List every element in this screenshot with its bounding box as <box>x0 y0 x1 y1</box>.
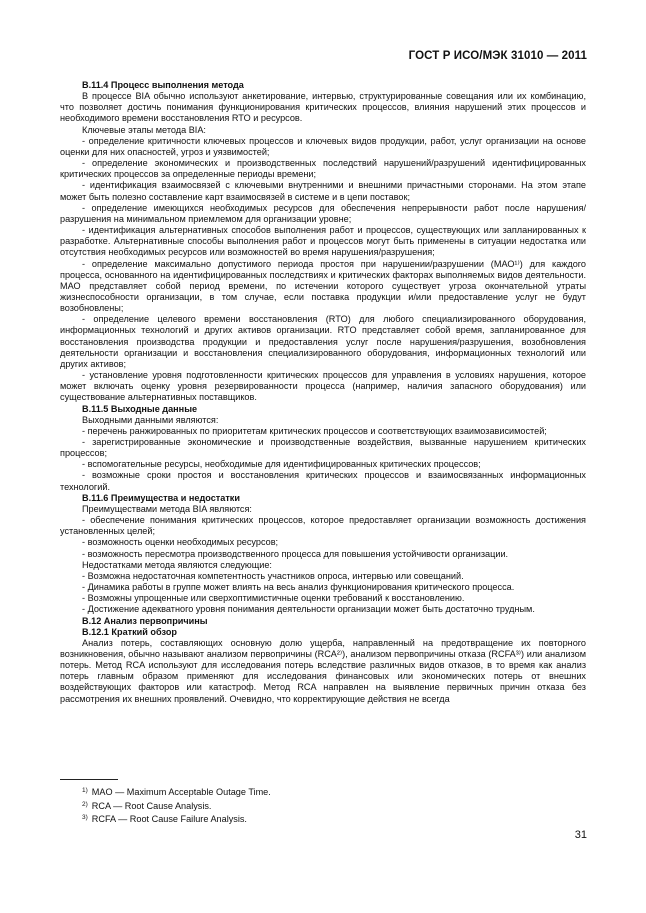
footnotes <box>82 785 271 826</box>
section-heading: B.11.6 Преимущества и недостатки <box>82 492 240 503</box>
footnote <box>82 799 271 813</box>
paragraph: - обеспечение понимания критических процессов, которое предоставляет организации возможность достижения установленных целей; <box>60 515 586 537</box>
paragraph: Преимуществами метода BIA являются: <box>82 503 252 514</box>
paragraph: - идентификация альтернативных способов выполнения работ и процессов, существующих или запланированных к разработке. Альтернативные способы выполнения работ и процессов могут быть применены в ситуации недостатка или отсутствия необходимых ресурсов или возможностей во время нарушения/разрушения; <box>60 225 586 258</box>
footnote-text: MAO — Maximum Acceptable Outage Time. <box>91 787 271 797</box>
paragraph: Ключевые этапы метода BIA: <box>82 124 206 135</box>
paragraph: - идентификация взаимосвязей с ключевыми внутренними и внешними причастными сторонами. На этом этапе может быть полезно составление карт взаимосвязей в системе и в цепи поставок; <box>60 180 586 202</box>
paragraph: - возможность пересмотра производственного процесса для повышения устойчивости организации. <box>82 548 509 559</box>
paragraph: - возможные сроки простоя и восстановления критических процессов и взаимосвязанных информационных технологий. <box>60 470 586 492</box>
paragraph: Анализ потерь, составляющих основную долю ущерба, направленный на предотвращение их повторного возникновения, обычно называют анализом первопричины (RCA²⁾), анализом первопричины отказа (RCFA³⁾) или анализом потерь. Метод RCA используют для исследования потерь вследствие различных видов отказов, в то время как анализ потерь главным образом применяют для исследования финансовых или экономических потерь от внешних воздействующих факторов или катастроф. Метод RCA направлен на выявление первичных причин отказа без рассмотрения их внешних проявлений. Очевидно, что корректирующие действия не всегда <box>60 637 586 704</box>
footnote-number: 2) <box>82 800 88 808</box>
paragraph: - зарегистрированные экономические и производственные воздействия, вызванные нарушением критических процессов; <box>60 437 586 459</box>
section-heading: B.11.4 Процесс выполнения метода <box>82 80 244 90</box>
section-heading: B.12 Анализ первопричины <box>82 615 208 626</box>
document-body <box>60 80 586 705</box>
paragraph: - Динамика работы в группе может влиять на весь анализ функционирования критического процесса. <box>82 582 515 593</box>
section-heading: B.11.5 Выходные данные <box>82 403 198 414</box>
footnote-number: 3) <box>82 814 88 821</box>
paragraph: - определение целевого времени восстановления (RTO) для любого специализированного оборудования, информационных технологий и других активов организации. RTO представляет собой время, запланированное для восстановления производства продукции и предоставления услуг после нарушения/разрушения, возобновления деятельности организации и восстановления специализированного оборудования, информационных технологий или других активов; <box>60 314 586 369</box>
standard-header: ГОСТ Р ИСО/МЭК 31010 — 2011 <box>408 50 587 62</box>
paragraph: Недостатками метода являются следующие: <box>82 559 272 570</box>
paragraph: - вспомогательные ресурсы, необходимые для идентифицированных критических процессов; <box>82 459 481 470</box>
paragraph: - установление уровня подготовленности критических процессов для управления в условиях нарушения, которое может включать оценку уровня резервированности процесса (например, наличия запасного оборудования) или существование альтернативных поставщиков. <box>60 370 586 403</box>
paragraph: - определение максимально допустимого периода простоя при нарушении/разрушении (МАО¹⁾) для каждого процесса, основанного на идентифицированных последствиях и критических факторах выполняемых видов деятельности. МАО представляет собой период времени, по истечении которого существует угроза окончательной утраты жизнеспособности организации, в том случае, если поставка продукции и/или предоставление услуг не будут возобновлены; <box>60 258 586 314</box>
paragraph: - Возможна недостаточная компетентность участников опроса, интервью или совещаний. <box>82 570 464 581</box>
footnote-text: RCA — Root Cause Analysis. <box>91 800 212 811</box>
paragraph: - возможность оценки необходимых ресурсов; <box>82 537 279 548</box>
paragraph: В процессе BIA обычно используют анкетирование, интервью, структурированные совещания или их комбинацию, что позволяет достичь понимания функционирования критических процессов, влияния нарушений этих процессов и необходимого времени восстановления RTO и ресурсов. <box>60 91 586 124</box>
paragraph: - Возможны упрощенные или сверхоптимистичные оценки требований к восстановлению. <box>82 593 465 604</box>
section-heading: B.12.1 Краткий обзор <box>82 626 177 637</box>
paragraph: - перечень ранжированных по приоритетам критических процессов и соответствующих взаимозависимостей; <box>82 425 547 436</box>
page-number: 31 <box>574 829 587 841</box>
footnote-text: RCFA — Root Cause Failure Analysis. <box>91 814 247 824</box>
footnote <box>82 785 271 799</box>
paragraph: - определение имеющихся необходимых ресурсов для обеспечения непрерывности работ после нарушения/разрушения на минимальном приемлемом для организации уровне; <box>60 202 586 224</box>
footnote-separator <box>60 779 118 780</box>
paragraph: - Достижение адекватного уровня понимания деятельности организации может быть достаточно трудным. <box>82 604 535 615</box>
paragraph: Выходными данными являются: <box>82 414 219 425</box>
paragraph: - определение экономических и производственных последствий нарушений/разрушений идентифицированных критических процессов за определенные периоды времени; <box>60 158 586 180</box>
footnote <box>82 812 271 826</box>
footnote-number: 1) <box>82 787 88 794</box>
paragraph: - определение критичности ключевых процессов и ключевых видов продукции, работ, услуг организации на основе оценки для них опасностей, угроз и уязвимостей; <box>60 135 586 157</box>
